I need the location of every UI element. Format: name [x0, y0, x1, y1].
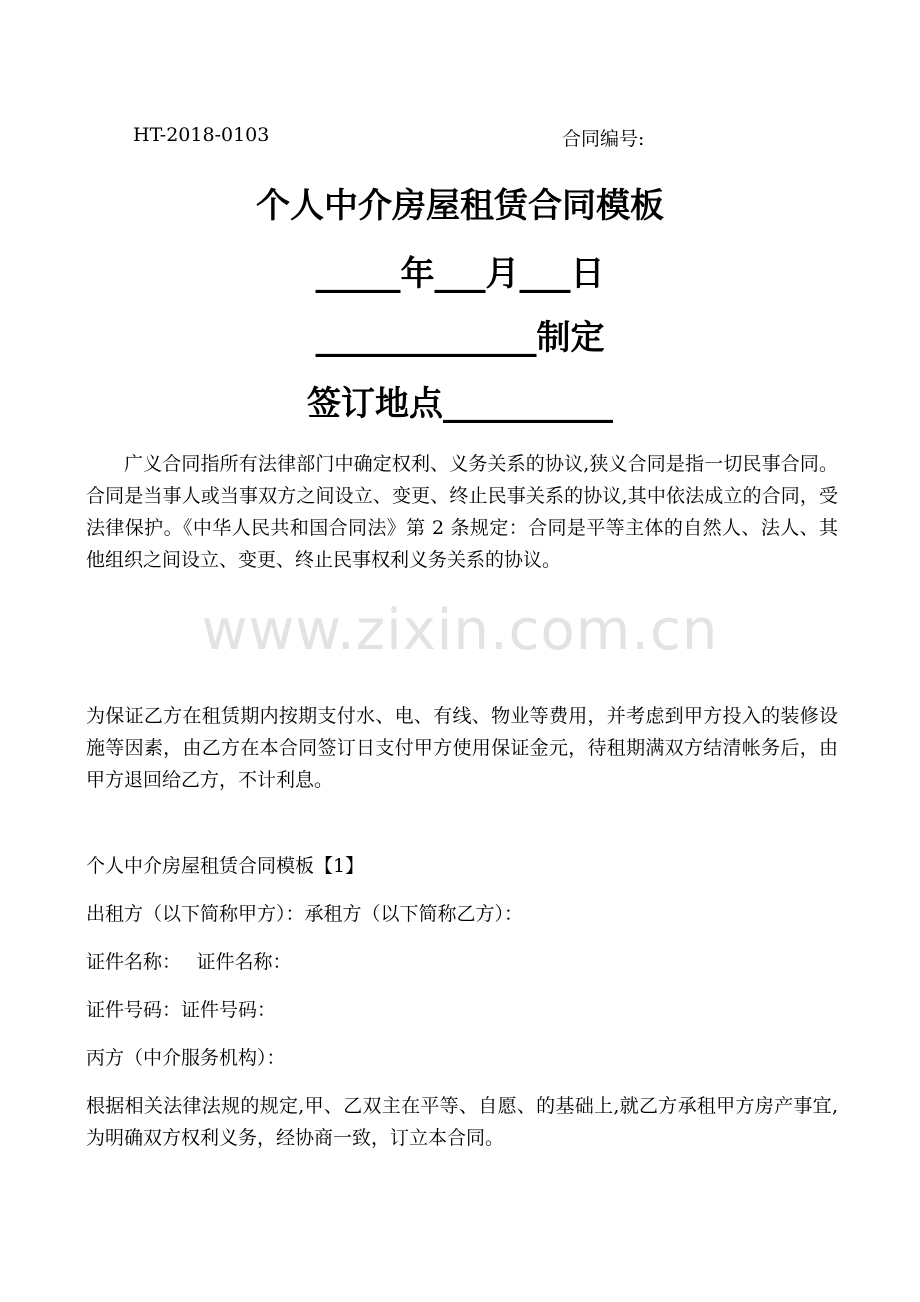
document-header: [0, 124, 920, 152]
id-number-line: 证件号码：证件号码：: [86, 999, 277, 1021]
signing-place-line: 签订地点__________: [307, 384, 613, 424]
template-heading: 个人中介房屋租赁合同模板【1】: [86, 855, 365, 877]
made-by-line: _____________制定: [315, 318, 605, 358]
watermark: www.zixin.com.cn: [201, 598, 719, 663]
document-title: 个人中介房屋租赁合同模板: [256, 186, 664, 226]
agency-line: 丙方（中介服务机构）：: [86, 1047, 286, 1069]
contract-number-label: 合同编号:: [562, 128, 645, 150]
basis-paragraph: 根据相关法律法规的规定,甲、乙双主在平等、自愿、的基础上,就乙方承租甲方房产事宜,为明确双方权利义务，经协商一致，订立本合同。: [86, 1095, 838, 1149]
intro-paragraph: 广义合同指所有法律部门中确定权利、义务关系的协议,狭义合同是指一切民事合同。合同是当事人或当事双方之间设立、变更、终止民事关系的协议,其中依法成立的合同，受法律保护。《中华人民共和国合同法》第 2 条规定：合同是平等主体的自然人、法人、其他组织之间设立、变更、终止民事权利义务关系的协议。: [86, 453, 838, 571]
document-code: HT-2018-0103: [133, 124, 270, 146]
parties-line: 出租方（以下简称甲方）：承租方（以下简称乙方）：: [86, 903, 524, 925]
deposit-paragraph: 为保证乙方在租赁期内按期支付水、电、有线、物业等费用，并考虑到甲方投入的装修设施等因素，由乙方在本合同签订日支付甲方使用保证金元，待租期满双方结清帐务后，由甲方退回给乙方，不计利息。: [86, 705, 838, 791]
id-name-line: 证件名称： 证件名称：: [86, 951, 292, 973]
date-line: _____年___月___日: [315, 254, 605, 294]
